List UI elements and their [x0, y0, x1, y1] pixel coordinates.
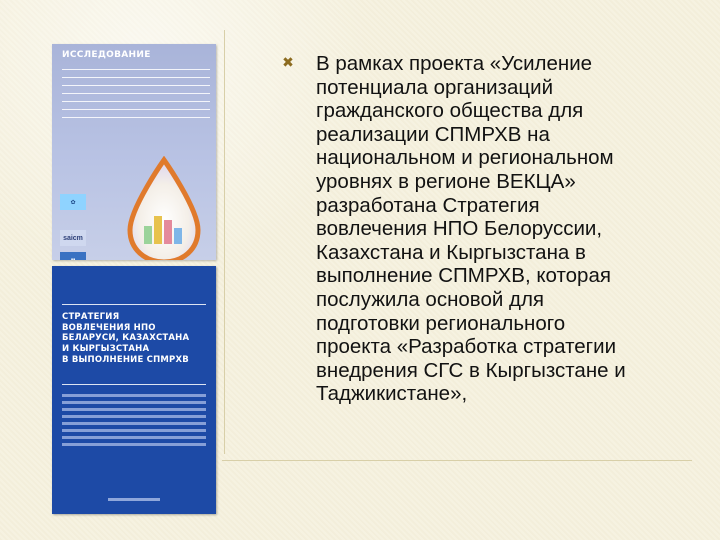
cover-subtitle-lines [62, 64, 210, 120]
book-cover-strategy [52, 266, 216, 514]
cover-title: ИССЛЕДОВАНИЕ [62, 50, 151, 60]
bullet-x-icon: ✖ [282, 54, 294, 70]
saicm-logo: saicm [60, 230, 86, 246]
book-cover-research [52, 44, 216, 260]
ipen-logo-icon: ▪▪ [60, 252, 86, 260]
cover-rule [62, 384, 206, 385]
bullet-paragraph: В рамках проекта «Усиление потенциала организаций гражданского общества для реализации СПМРХВ на национальном и региональном уровнях в регионе ВЕКЦА» разработана Стратегия вовлечения НПО Белоруссии, Казахстана и Кыргызстана в выполнение СПМРХВ, которая послужила основой для подготовки регионального проекта «Разработка стратегии внедрения СГС в Кыргызстане и Таджикистане», [316, 52, 626, 406]
logo-icon: ✿ [60, 194, 86, 210]
cover-title: СТРАТЕГИЯ ВОВЛЕЧЕНИЯ НПО БЕЛАРУСИ, КАЗАХСТАНА И КЫРГЫЗСТАНА В ВЫПОЛНЕНИЕ СПМРХВ [62, 312, 190, 365]
cover-text-lines [62, 394, 206, 450]
cover-rule [62, 304, 206, 305]
cover-footer-line [108, 498, 160, 501]
vertical-divider [224, 30, 225, 454]
drop-illustration-icon [122, 156, 206, 260]
horizontal-divider [222, 460, 692, 461]
